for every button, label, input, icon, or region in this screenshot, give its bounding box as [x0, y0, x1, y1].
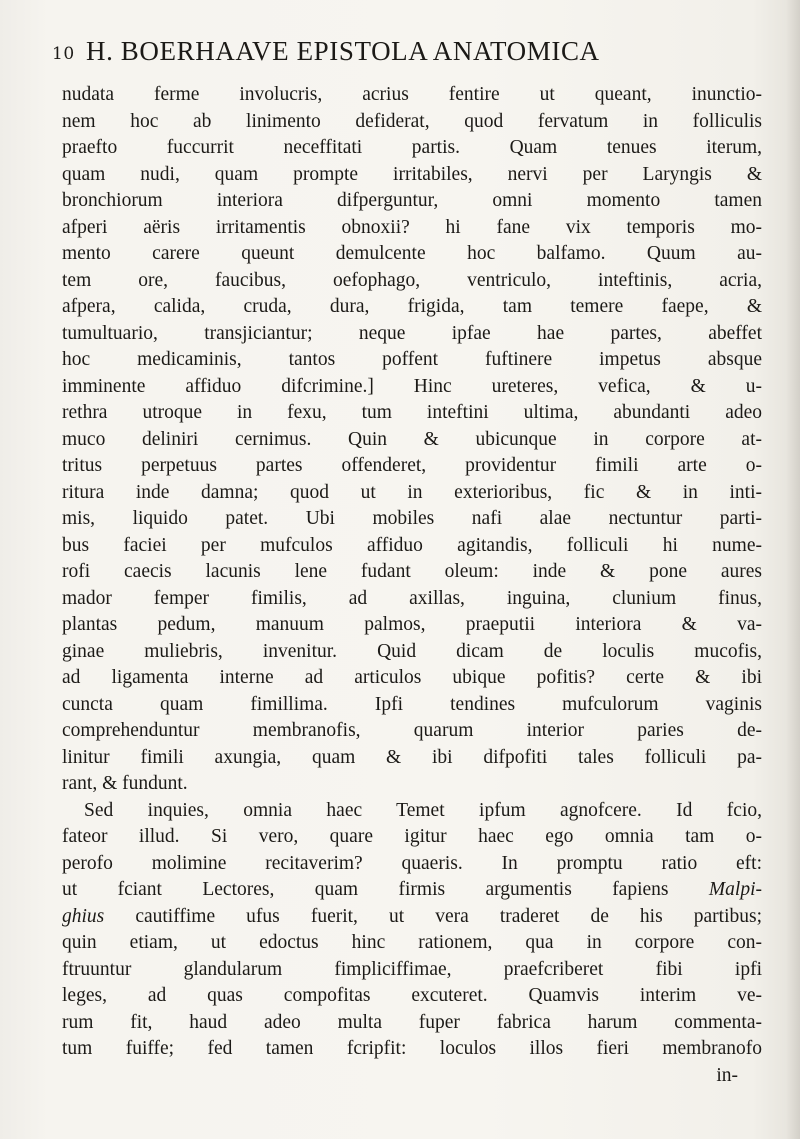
text-line: linitur fimili axungia, quam & ibi difpofiti tales folliculi pa- [62, 746, 762, 768]
text-line: ritura inde damna; quod ut in exterioribus, fic & in inti- [62, 481, 762, 503]
text-line: plantas pedum, manuum palmos, praeputii interiora & va- [62, 614, 762, 635]
text-line: mador femper fimilis, ad axillas, inguina, clunium finus, [62, 587, 762, 609]
text-line: mis, liquido patet. Ubi mobiles nafi alae nectuntur parti- [62, 508, 762, 529]
text-line: fateor illud. Si vero, quare igitur haec ego omnia tam o- [62, 826, 762, 847]
text-line: tum fuiffe; fed tamen fcripfit: loculos illos fieri membranofo [62, 1038, 762, 1059]
text-line: perofo molimine recitaverim? quaeris. In promptu ratio eft: [62, 852, 762, 874]
paragraph-end-line: rant, & fundunt. [62, 773, 188, 794]
text-line: tritus perpetuus partes offenderet, providentur fimili arte o- [62, 455, 762, 476]
text-line: ut fciant Lectores, quam firmis argumentis fapiens Malpi- [62, 879, 762, 900]
text-line: rum fit, haud adeo multa fuper fabrica harum commenta- [62, 1011, 762, 1033]
text-line: tem ore, faucibus, oefophago, ventriculo, inteftinis, acria, [62, 269, 762, 291]
text-line: muco deliniri cernimus. Quin & ubicunque in corpore at- [62, 428, 762, 450]
text-line: ginae muliebris, invenitur. Quid dicam de loculis mucofis, [62, 640, 762, 662]
text-line: leges, ad quas compofitas excuteret. Quamvis interim ve- [62, 985, 762, 1006]
text-line: ghius cautiffime ufus fuerit, ut vera traderet de his partibus; [62, 905, 762, 927]
text-line: hoc medicaminis, tantos poffent fuftinere impetus absque [62, 349, 762, 370]
text-line: rofi caecis lacunis lene fudant oleum: inde & pone aures [62, 561, 762, 582]
text-line: ftruuntur glandularum fimpliciffimae, praefcriberet fibi ipfi [62, 958, 762, 980]
page-number: 10 [52, 44, 75, 64]
text-line: quam nudi, quam prompte irritabiles, nervi per Laryngis & [62, 163, 762, 185]
text-line: ad ligamenta interne ad articulos ubique pofitis? certe & ibi [62, 667, 762, 688]
text-line: rethra utroque in fexu, tum inteftini ultima, abundanti adeo [62, 402, 762, 423]
page-edge-shadow [786, 0, 800, 1139]
text-line: afperi aëris irritamentis obnoxii? hi fane vix temporis mo- [62, 216, 762, 238]
text-line: nem hoc ab linimento defiderat, quod fervatum in folliculis [62, 110, 762, 132]
page-header [52, 34, 752, 74]
text-line: quin etiam, ut edoctus hinc rationem, qua in corpore con- [62, 932, 762, 953]
text-line: bronchiorum interiora difperguntur, omni momento tamen [62, 190, 762, 211]
text-line: nudata ferme involucris, acrius fentire ut queant, inunctio- [62, 84, 762, 105]
text-line: imminente affiduo difcrimine.] Hinc ureteres, vefica, & u- [62, 375, 762, 397]
text-line: tumultuario, transjiciantur; neque ipfae hae partes, abeffet [62, 322, 762, 344]
text-line: praefto fuccurrit neceffitati partis. Quam tenues iterum, [62, 137, 762, 158]
body-text [62, 82, 762, 1089]
text-line: afpera, calida, cruda, dura, frigida, tam temere faepe, & [62, 296, 762, 317]
text-line: cuncta quam fimillima. Ipfi tendines mufculorum vaginis [62, 693, 762, 715]
text-line: bus faciei per mufculos affiduo agitandis, folliculi hi nume- [62, 534, 762, 556]
text-line: mento carere queunt demulcente hoc balfamo. Quum au- [62, 243, 762, 264]
catchword-line [62, 1063, 762, 1090]
text-line: comprehenduntur membranofis, quarum interior paries de- [62, 720, 762, 741]
catchword: in- [716, 1064, 738, 1086]
running-head: H. BOERHAAVE EPISTOLA ANATOMICA [86, 36, 600, 66]
paragraph-start-line: Sed inquies, omnia haec Temet ipfum agnofcere. Id fcio, [84, 799, 762, 821]
